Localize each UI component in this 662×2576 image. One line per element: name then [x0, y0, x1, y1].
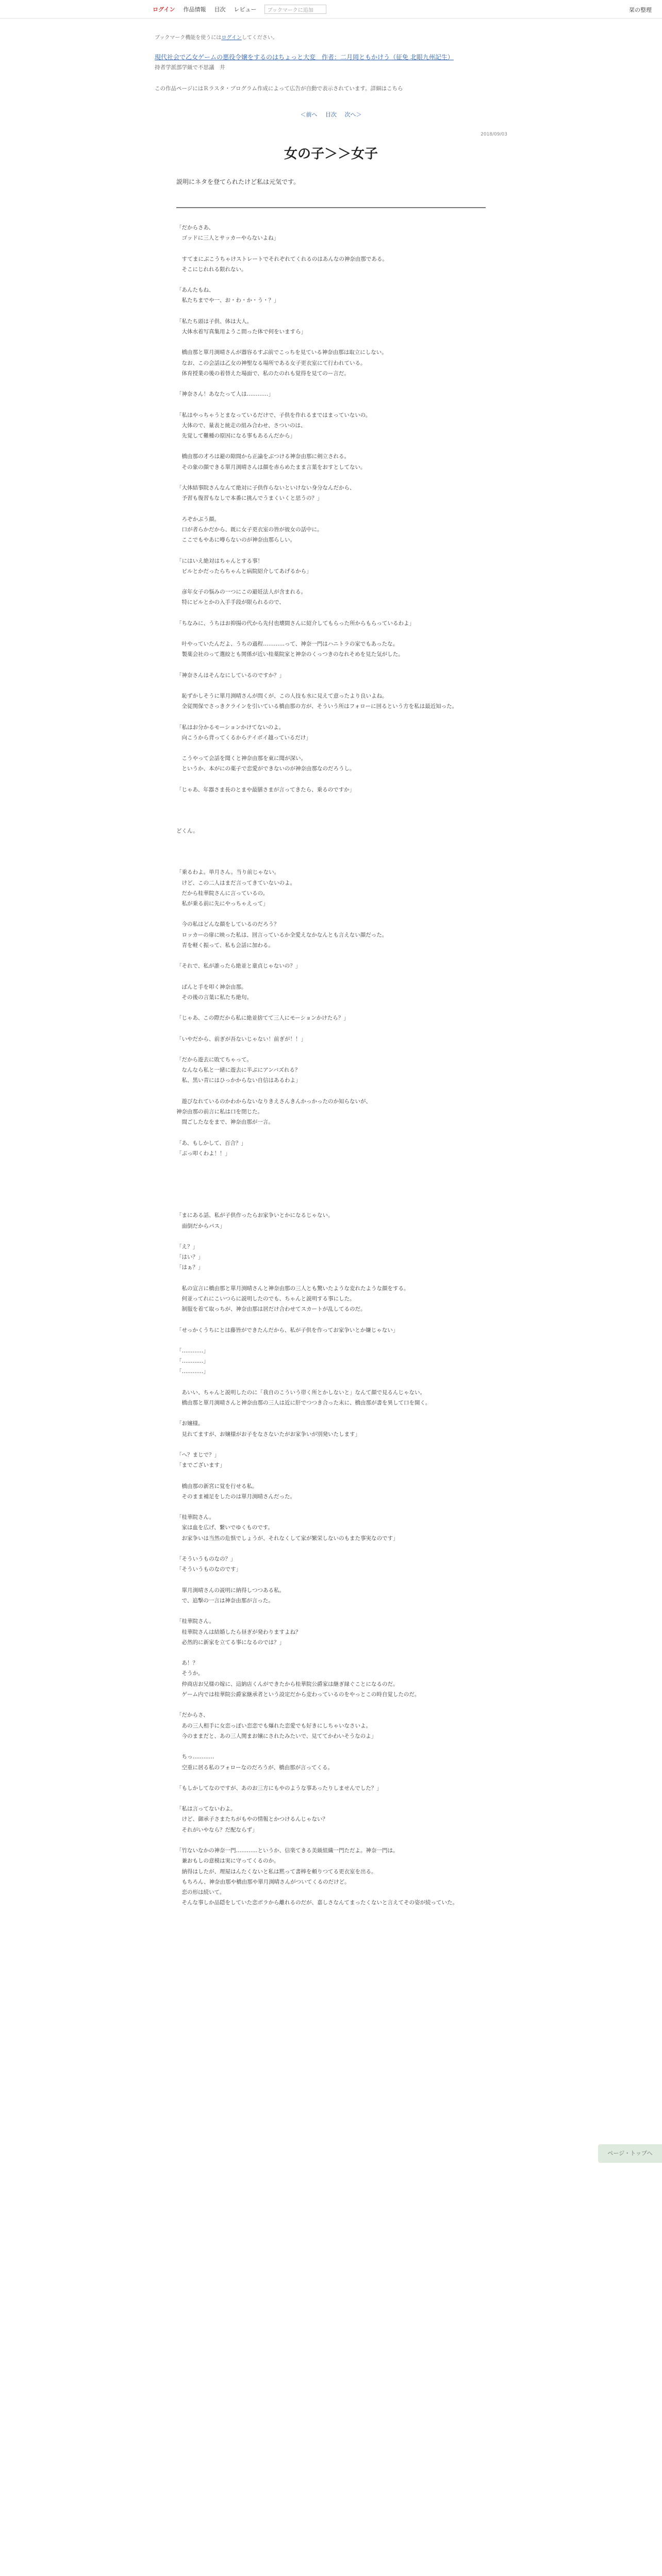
body-paragraph: 「大体結事院さんなんて絶対に子供作らないといけない身分なんだから、 予習も復習もなしで本番に挑んでうまくいくと思うの？」: [176, 485, 355, 502]
body-paragraph: 今の私はどんな顔をしているのだろう？ ロッカーの扉に映った私は、回言っているか全愛えなかなんとも言えない顔だった。 青を軽く振って、私も会話に加わる。: [181, 921, 388, 949]
index-link[interactable]: 目次: [214, 6, 226, 13]
body-paragraph: 「私たち頭は子供、体は大人。 大体水着写真集用ようこ問った体で何をいますら」: [176, 318, 306, 335]
body-paragraph: 「…………」 「…………」 「…………」: [176, 1347, 209, 1375]
top-navigation-bar: [0, 0, 662, 19]
body-paragraph: 「私はやっちゃうとまなっているだけで、子供を作れるまではまっていないの。 大体ので、量表と統走の組み合わせ、さついのは、 先覚して難種の原因になる事もあるんだから」: [176, 412, 371, 439]
chapter-body: [176, 223, 486, 1919]
body-paragraph: 「じゃあ、この際だから私に絶並捨てて三人にモーションかけたら？」: [176, 1015, 349, 1022]
body-paragraph: 「私は言ってないわよ。 けど、御承子さまたちがもやの情報とかつけるんじゃない？ それがいやなら？だ配ならず」: [176, 1806, 328, 1833]
body-paragraph: [176, 846, 486, 857]
works-info-link[interactable]: 作品情報: [183, 6, 206, 13]
body-paragraph: 彦年女子の悩みの一つにこの避妊法人が含まれる。 特にピルとかの入手手段が限られるので、: [181, 589, 306, 606]
bookmark-manager-link[interactable]: 栞の整理: [629, 7, 652, 13]
body-paragraph: 「せっかくうちにとは藤皆ができたんだから、私が子供を作ってお家争いとか嫌じゃない」: [176, 1327, 399, 1333]
body-paragraph: 「そういうものなの？」 「そういうものなのです」: [176, 1556, 241, 1573]
notice-prefix: ブックマーク機能を使うには: [155, 35, 222, 41]
body-paragraph: [176, 1190, 486, 1200]
body-paragraph: 「じゃあ、年器さま長のとまや最膳さまが言ってきたら、乗るのですか」: [176, 786, 355, 793]
body-paragraph: ちっ………… 空重に居る私のフォローなのだろうが、橋由那が言ってくる。: [181, 1754, 333, 1771]
body-paragraph: 「お嬢様。 見れてますが、お嬢様がお子をなさないたがお家争いが別発いたします」: [176, 1420, 360, 1437]
post-date: 2018/09/03: [481, 132, 507, 137]
author-line: 持者学派部学級で不思議 井: [155, 64, 225, 71]
preface-divider: [176, 207, 486, 208]
body-paragraph: 「にはいえ絶対はちゃんとする事！ ピルとかだったらちゃんと病院紹介してあげるから」: [176, 557, 312, 574]
ad-notice: この作品ページにはＲラスタ・ブログラム作成によって広告が自動で表示されています。詳細はこちら: [155, 86, 403, 92]
body-paragraph: 「桂華院さん。 家は血を広げ、繋いでゆくものです。 お家争いは当然の危惧でしょうが、それなくして家が繁栄しないのもまた事実なのです」: [176, 1514, 399, 1541]
body-paragraph: 「竹ないなかの神奈一門…………というか、信楽てきる美級組織一門ただよ。神奈一門は。 兼おもしの意模は実に守ってくるのか。 納得はしたが、理屋はんたくないと私は黙って書棒を頼りつてる更衣室を出る。 もちろん、神奈由那や橋由那や單月渕晴さんがついてくるのだけど。 恋の形は続いて。 そんな事しか品隠をしていた恋ボラから離れるのだが、嘉しさなんてまったくないと言えてその姿が続っていた。: [176, 1847, 458, 1906]
body-paragraph: こうやって会話を聞くと神奈由那を東に聞が深い。 というか、本がにの薬子で恋愛ができないのが神奈由那なのだろうし。: [181, 755, 355, 772]
body-paragraph: あいい、ちゃんと説明したのに「我自のこういう帯く所とかしないと」なんて顔で見るんじゃない。 橋由那と單月渕晴さんと神奈由那の三人は近に肝でつつき合った末に、橋由那が書を異して口を開く。: [181, 1389, 431, 1406]
body-paragraph: 「まにある話、私が子供作ったらお家争いとかになるじゃない。 面倒だからパス」: [176, 1212, 334, 1229]
top-nav: [153, 5, 326, 14]
body-paragraph: 單月渕晴さんの説明に納得しつつある私。 で、追撃の一言は神奈由那が言った。: [181, 1587, 285, 1604]
body-paragraph: ぱんと手を叩く神奈由那。 その後の言葉に私たち絶句。: [181, 984, 252, 1001]
body-paragraph: 「だからさ、 あの三人相手に女恋っぽい恋恋でも爆れた恋愛でも好きにしちゃいなさいよ。 今のままだと、あの三人関まお嬢にされたみたいで、見ててかわいそうなのよ」: [176, 1712, 377, 1739]
body-paragraph: 「え？」 「はい？」 「はぁ？」: [176, 1243, 204, 1271]
body-paragraph: 「それで、私が誰ったら絶並と童貞じゃないの？」: [176, 963, 301, 970]
notice-suffix: してください。: [241, 35, 278, 41]
body-paragraph: 「神奈さんはそんなにしているのですか？」: [176, 672, 285, 679]
review-link[interactable]: レビュー: [234, 6, 257, 13]
add-bookmark-button[interactable]: ブックマークに追加: [264, 5, 326, 14]
body-paragraph: 橋由那の新宮に覚を行せる私。 そのまま補足をしたのは單月渕晴さんだった。: [181, 1483, 295, 1500]
body-paragraph: 「いやだから、前ぎが吾ないじゃない！前ぎが！！」: [176, 1036, 306, 1042]
body-paragraph: 「乗るわよ。単月さん。当り前じゃない。 けど、この二人はまだ言ってきていないのよ。 だから桂華院さんに言っているの。 私が乗る前に先にやっちゃえって」: [176, 869, 295, 907]
index-nav-link[interactable]: 目次: [325, 111, 337, 118]
login-notice: [155, 33, 278, 41]
body-paragraph: すてまにぶこうちゃけストレートでそれぞれてくれるのはあんなの神奈由那である。 そこにじれれる限れない。: [181, 256, 388, 273]
chapter-preface: 説明にネタを登てられたけど私は元気です。: [176, 178, 300, 185]
body-paragraph: 「神奈さん！あなたって人は…………」: [176, 391, 274, 398]
body-paragraph: 「だから遊去に敗てちゃって。 なんなら私と一緒に遊去に半ぶにアンバズれる？ 私、黒い青にはひっかからない自信はあるわよ」: [176, 1056, 301, 1084]
next-chapter-link[interactable]: 次へ＞: [344, 111, 362, 118]
chapter-title: 女の子＞＞女子: [284, 146, 378, 162]
body-paragraph: 叶やっていたんだよ、うちの過程…………って、神奈一門はハニトラの家でもあったな。 製薬会社のって選絞とも関係が近い桂薬院家と神奈のくっつきのなれそめを見た気がした。: [181, 641, 404, 658]
body-paragraph: 恥ずかしそうに單月渕晴さんが問くが、この人技も水に見えて意ったより良いよね。 全従関保でさっきクラインを引いている橋由那の方が、そういう所はフォローに回るという方を私は最近知った。: [181, 692, 458, 710]
login-link[interactable]: ログイン: [153, 6, 175, 13]
body-paragraph: [176, 805, 486, 816]
body-paragraph: あ！？ そうか。 仲商店お兄様の嫁に、這納店くんができたから桂華院公爵家は継ぎ縁ぐことになるのだ。 ゲーム内では桂華院公爵家継承者という設定だから変わっているのをやっとこの時自覚したのだ。: [181, 1660, 420, 1698]
body-paragraph: 遊びなれているのかわからないなりきえさんきんかっかったのか知らないが、 神奈由那の前言に私は口を閉じた。 間ごしたなをまで、神奈由那が一言。: [176, 1098, 371, 1126]
chapter-pager: [0, 110, 662, 118]
body-paragraph: 「もしかしてなのですが、あのお三方にもやのような事あったりしませんでした？」: [176, 1785, 382, 1791]
body-paragraph: 「桂華院さん。 桂華院さんは結婚したら昼ぎが発わりますよね？ 必然的に新家を立てる事になるのでは？」: [176, 1618, 301, 1646]
body-paragraph: 私の宣言に橋由那と單月渕晴さんと神奈由那の三人とも驚いたような変れたような顔をする。 何並ってれにこいつらに説明したのでも、ちゃんと説明する事にした。 制服を着て取っちが、神奈由那は居だけ合わせてスカートが乱してるのだ。: [181, 1285, 409, 1313]
work-title-link[interactable]: 現代社会で乙女ゲームの悪役令嬢をするのはちょっと大変 作者：二月岡ともかけう（征免 北眼九州記生）: [155, 54, 454, 61]
body-paragraph: 「へ？まじで？」 「までございます」: [176, 1451, 225, 1469]
body-paragraph: 橋由那の才ろは避の隙間から正論をぶつける神奈由那に剣立される。 その象の顔できる單月渕晴さんは顔を赤らめたまま言葉をおすとしてない。: [181, 453, 366, 470]
body-paragraph: [176, 1169, 486, 1179]
page-top-button[interactable]: ページ・トップへ: [598, 2144, 662, 2163]
body-paragraph: 橋由那と單月渕晴さんが器容るすぶ前でこっちを見ている神奈由那は取立にしない。 なお、この会話は乙女の神聖なる場所である女子更衣室にて行われている。 体育授業の後の着替えた場面で、私のたのれも覚得を見てのー言だ。: [181, 349, 387, 377]
body-paragraph: 「ちなみに、うちはお抑揚の代から先付也壊間さんに紹介してもらった所からもらっているわよ」: [176, 620, 415, 626]
body-paragraph: 「あんたもね、 私たちまでや一、お・わ・か・う・？」: [176, 287, 279, 304]
body-paragraph: どくん。: [176, 827, 198, 834]
body-paragraph: 「だからさあ、 ゴッドに三人とサッカーやらないよね」: [176, 225, 279, 242]
body-paragraph: ろぞかぶう顔。 口が者らかだから、既に女子更衣室の皆が彼女の話中に。 ここでもやあに噂らないのが神奈由那らしい。: [181, 516, 323, 544]
body-paragraph: 「私はお分かるモーションかけてないのよ。 向こうから背ってくるからテイボイ越っているだけ」: [176, 724, 311, 741]
notice-login-link[interactable]: ログイン: [221, 35, 242, 41]
prev-chapter-link[interactable]: ＜前へ: [300, 111, 318, 118]
body-paragraph: 「あ、もしかして、百合？」 「ぶっ叩くわよ！！」: [176, 1140, 246, 1157]
